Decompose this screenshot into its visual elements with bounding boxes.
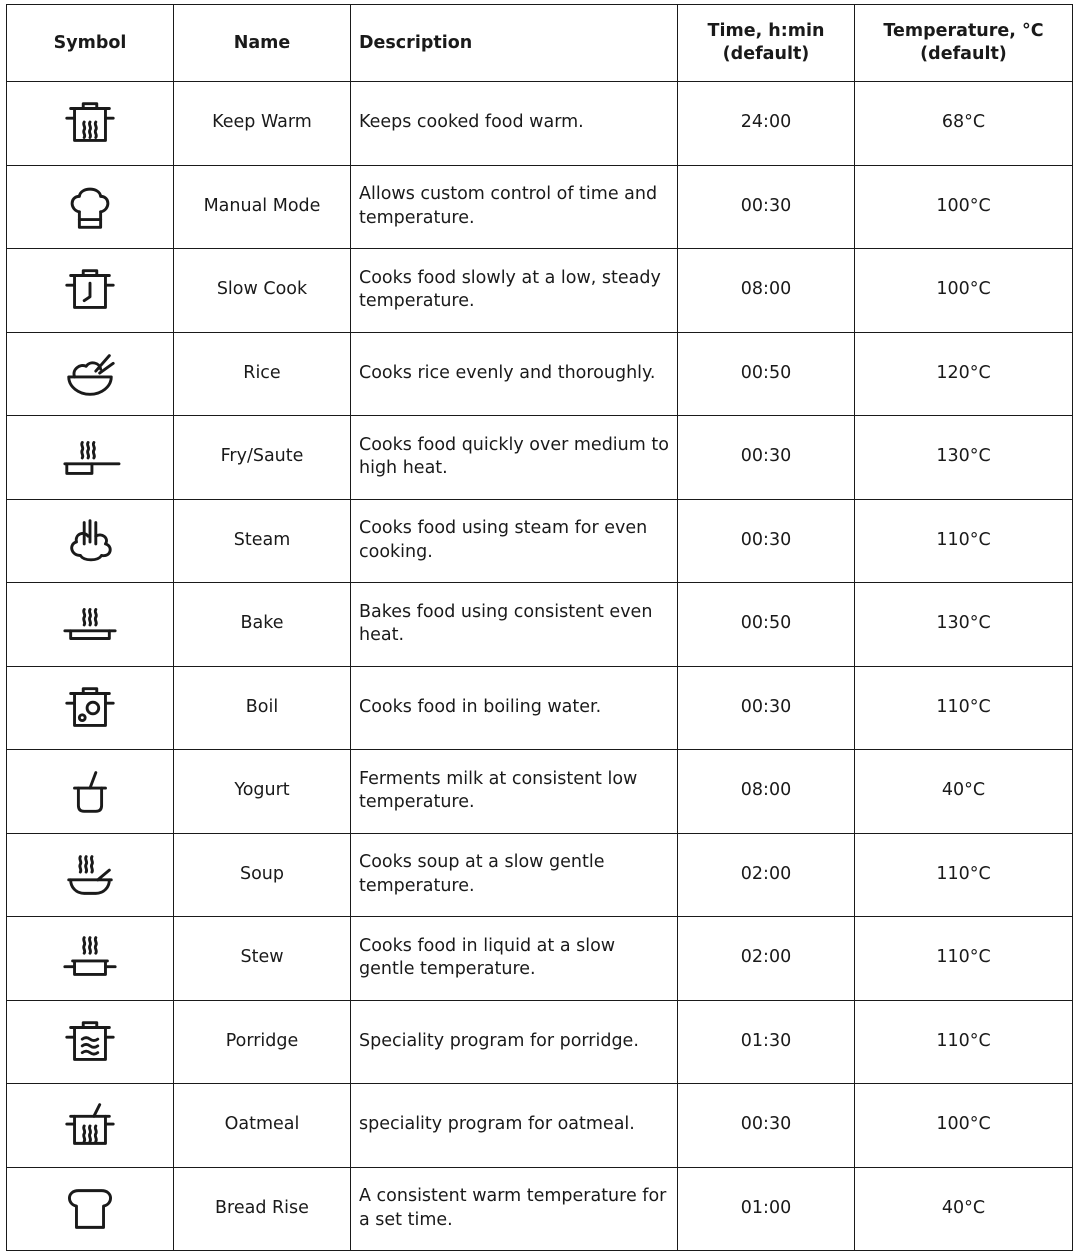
program-name: Fry/Saute [174, 416, 351, 500]
program-temperature: 130°C [855, 583, 1073, 667]
program-name: Oatmeal [174, 1084, 351, 1168]
program-description: Cooks rice evenly and thoroughly. [351, 332, 678, 416]
program-description: Cooks food quickly over medium to high heat. [351, 416, 678, 500]
program-time: 00:30 [678, 1084, 855, 1168]
program-time: 08:00 [678, 750, 855, 834]
program-time: 24:00 [678, 82, 855, 166]
program-temperature: 68°C [855, 82, 1073, 166]
symbol-cell [7, 416, 174, 500]
keep-warm-icon [61, 98, 119, 148]
program-name: Keep Warm [174, 82, 351, 166]
program-time: 00:50 [678, 583, 855, 667]
table-row [7, 82, 1073, 166]
header-name: Name [174, 5, 351, 82]
program-name: Yogurt [174, 750, 351, 834]
program-time: 00:30 [678, 666, 855, 750]
cooking-programs-table [6, 4, 1073, 1251]
yogurt-icon [61, 766, 119, 816]
program-description: Cooks food in liquid at a slow gentle temperature. [351, 917, 678, 1001]
symbol-cell [7, 833, 174, 917]
program-time: 00:30 [678, 499, 855, 583]
program-table-wrapper [6, 4, 1073, 1251]
table-row [7, 165, 1073, 249]
bake-icon [61, 599, 119, 649]
porridge-icon [61, 1017, 119, 1067]
header-temperature [855, 5, 1073, 82]
table-row [7, 833, 1073, 917]
program-name: Rice [174, 332, 351, 416]
table-row [7, 666, 1073, 750]
program-time: 00:30 [678, 416, 855, 500]
program-description: Cooks food in boiling water. [351, 666, 678, 750]
rice-icon [61, 349, 119, 399]
program-temperature: 100°C [855, 249, 1073, 333]
boil-icon [61, 683, 119, 733]
program-temperature: 130°C [855, 416, 1073, 500]
table-row [7, 1084, 1073, 1168]
symbol-cell [7, 332, 174, 416]
table-row [7, 750, 1073, 834]
symbol-cell [7, 499, 174, 583]
program-name: Boil [174, 666, 351, 750]
program-name: Bread Rise [174, 1167, 351, 1251]
program-time: 01:30 [678, 1000, 855, 1084]
slow-cook-icon [61, 265, 119, 315]
symbol-cell [7, 1000, 174, 1084]
program-description: Cooks food slowly at a low, steady temperature. [351, 249, 678, 333]
program-description: Bakes food using consistent even heat. [351, 583, 678, 667]
program-temperature: 110°C [855, 1000, 1073, 1084]
header-time-default: (default) [722, 44, 810, 64]
table-row [7, 416, 1073, 500]
table-row [7, 917, 1073, 1001]
program-name: Bake [174, 583, 351, 667]
program-time: 02:00 [678, 917, 855, 1001]
program-description: Allows custom control of time and temperature. [351, 165, 678, 249]
oatmeal-icon [61, 1100, 119, 1150]
program-time: 08:00 [678, 249, 855, 333]
header-time [678, 5, 855, 82]
program-temperature: 40°C [855, 750, 1073, 834]
table-header-row [7, 5, 1073, 82]
table-row [7, 1000, 1073, 1084]
program-name: Porridge [174, 1000, 351, 1084]
program-name: Slow Cook [174, 249, 351, 333]
program-description: Speciality program for porridge. [351, 1000, 678, 1084]
program-name: Manual Mode [174, 165, 351, 249]
symbol-cell [7, 917, 174, 1001]
program-name: Steam [174, 499, 351, 583]
program-description: Cooks food using steam for even cooking. [351, 499, 678, 583]
symbol-cell [7, 750, 174, 834]
program-name: Stew [174, 917, 351, 1001]
program-time: 02:00 [678, 833, 855, 917]
table-row [7, 1167, 1073, 1251]
program-description: Ferments milk at consistent low temperature. [351, 750, 678, 834]
header-symbol: Symbol [7, 5, 174, 82]
program-description: A consistent warm temperature for a set time. [351, 1167, 678, 1251]
manual-mode-icon [61, 182, 119, 232]
program-temperature: 100°C [855, 165, 1073, 249]
header-description: Description [351, 5, 678, 82]
symbol-cell [7, 583, 174, 667]
symbol-cell [7, 1167, 174, 1251]
program-description: speciality program for oatmeal. [351, 1084, 678, 1168]
bread-rise-icon [61, 1184, 119, 1234]
program-temperature: 120°C [855, 332, 1073, 416]
program-description: Cooks soup at a slow gentle temperature. [351, 833, 678, 917]
program-time: 00:50 [678, 332, 855, 416]
soup-icon [61, 850, 119, 900]
program-temperature: 110°C [855, 499, 1073, 583]
program-time: 01:00 [678, 1167, 855, 1251]
program-description: Keeps cooked food warm. [351, 82, 678, 166]
program-temperature: 110°C [855, 833, 1073, 917]
symbol-cell [7, 666, 174, 750]
table-row [7, 249, 1073, 333]
stew-icon [61, 933, 119, 983]
header-temperature-default: (default) [920, 44, 1007, 64]
program-time: 00:30 [678, 165, 855, 249]
table-row [7, 499, 1073, 583]
symbol-cell [7, 249, 174, 333]
program-temperature: 100°C [855, 1084, 1073, 1168]
symbol-cell [7, 1084, 174, 1168]
table-row [7, 583, 1073, 667]
symbol-cell [7, 165, 174, 249]
header-time-label: Time, h:min [707, 21, 825, 42]
program-temperature: 110°C [855, 666, 1073, 750]
header-temperature-label: Temperature, °C [883, 21, 1044, 42]
table-row [7, 332, 1073, 416]
program-name: Soup [174, 833, 351, 917]
fry-saute-icon [61, 432, 119, 482]
program-temperature: 110°C [855, 917, 1073, 1001]
program-temperature: 40°C [855, 1167, 1073, 1251]
steam-icon [61, 516, 119, 566]
symbol-cell [7, 82, 174, 166]
